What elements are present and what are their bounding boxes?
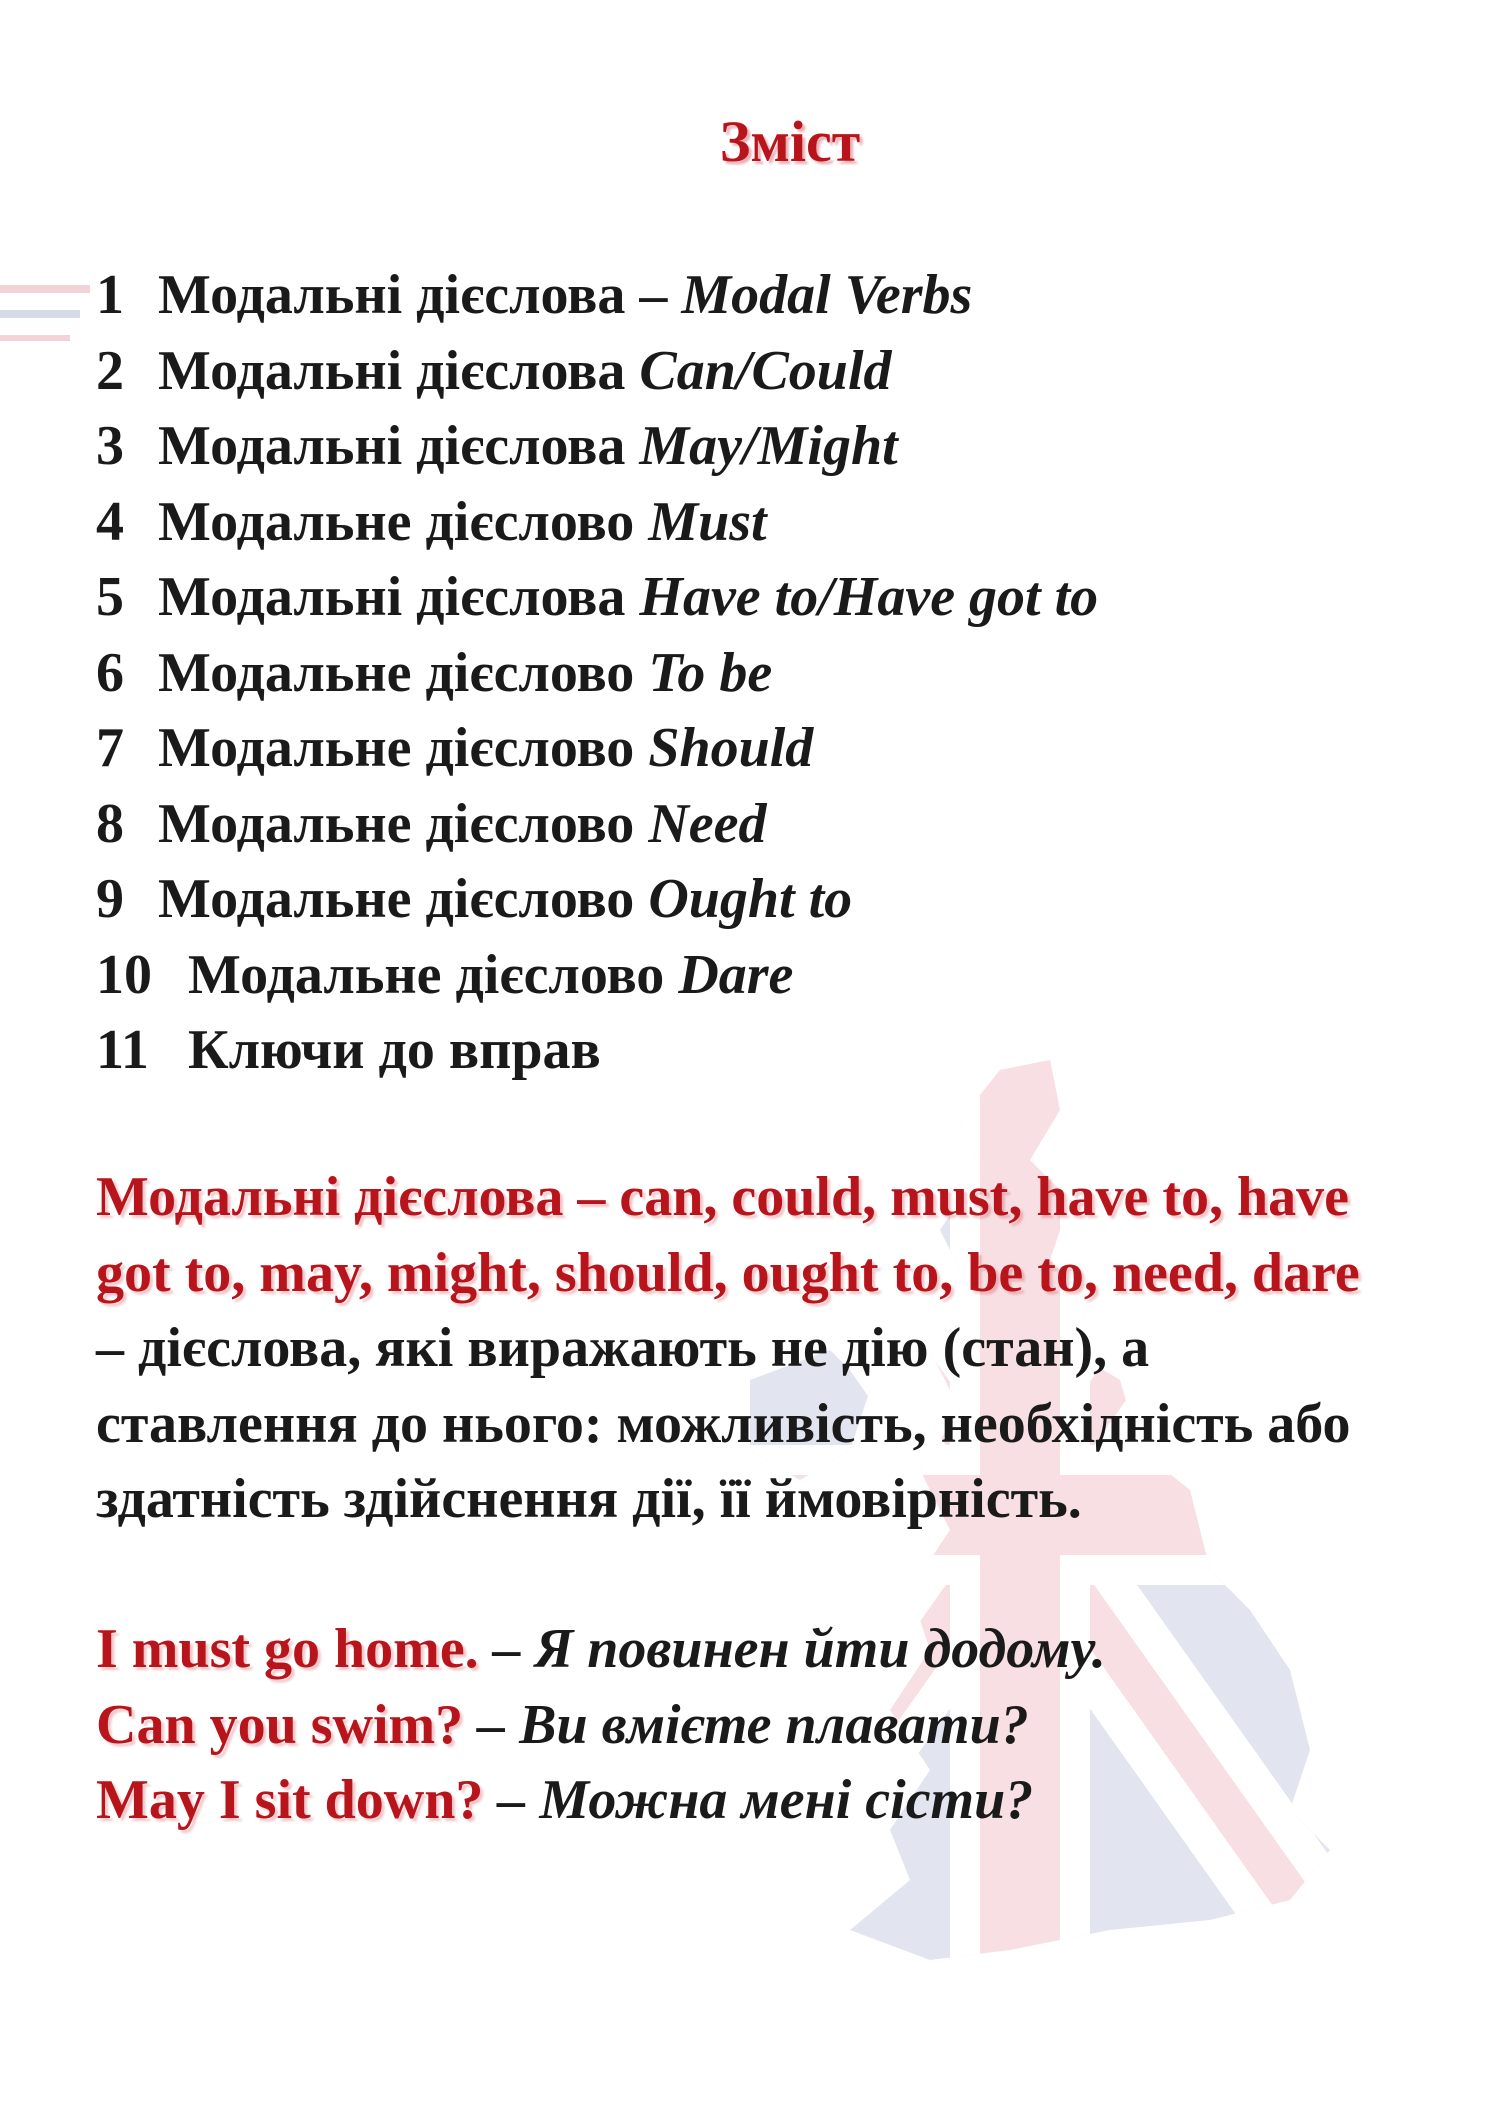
toc-item-number: 5	[96, 566, 124, 628]
toc-item-english: Ought to	[648, 868, 853, 930]
toc-item[interactable]	[96, 787, 1098, 863]
definition-text: – дієслова, які виражають не дію (стан), а ставлення до нього: можливість, необхідність або здатність здійснення дії, її ймовірність.	[96, 1317, 1351, 1530]
toc-item-number: 8	[96, 792, 124, 855]
faded-text-artifact	[0, 265, 95, 355]
example-line	[96, 1763, 1106, 1839]
toc-item-label: Модальне дієслово	[158, 868, 649, 930]
toc-item-english: Can/Could	[639, 339, 892, 402]
examples-list	[96, 1612, 1106, 1839]
toc-item-english: Dare	[678, 943, 794, 1006]
toc-item-number: 6	[96, 641, 124, 704]
example-line	[96, 1688, 1106, 1764]
toc-item-label: Модальне дієслово	[158, 792, 649, 855]
toc-item-label: Модальне дієслово	[188, 943, 679, 1006]
toc-item-number: 3	[96, 415, 124, 477]
toc-item[interactable]	[96, 409, 1098, 485]
toc-item-label: Модальне дієслово	[158, 490, 649, 553]
toc-item-english: Need	[648, 792, 767, 855]
toc-item[interactable]	[96, 334, 1098, 410]
toc-item-number: 1	[96, 264, 124, 326]
toc-item-label: Модальне дієслово	[158, 641, 649, 704]
toc-item-english: To be	[648, 641, 773, 704]
toc-item-number: 4	[96, 490, 124, 553]
toc-item-english: May/Might	[639, 415, 898, 477]
toc-item[interactable]	[96, 560, 1098, 636]
example-translation: – Можна мені сісти?	[483, 1769, 1034, 1831]
toc-item-english: Have to/Have got to	[639, 566, 1099, 628]
toc-item-label: Модальні дієслова	[158, 415, 640, 477]
toc-item[interactable]	[96, 1013, 1098, 1089]
example-line	[96, 1612, 1106, 1688]
toc-item[interactable]	[96, 485, 1098, 561]
toc-item-number: 9	[96, 868, 124, 930]
toc-item-number: 11	[96, 1019, 149, 1081]
toc-item-number: 10	[96, 943, 152, 1006]
toc-item[interactable]	[96, 938, 1098, 1014]
toc-item-number: 2	[96, 339, 124, 402]
toc-item-label: Ключи до вправ	[188, 1019, 601, 1081]
toc-item-label: Модальні дієслова	[158, 566, 640, 628]
example-translation: – Ви вмієте плавати?	[463, 1693, 1029, 1756]
toc-item-number: 7	[96, 717, 124, 779]
toc-item-label: Модальні дієслова –	[158, 264, 682, 326]
toc-item-english: Should	[648, 717, 814, 779]
example-english: I must go home.	[96, 1618, 479, 1680]
toc-item-english: Modal Verbs	[681, 264, 973, 326]
toc-item-english: Must	[648, 490, 767, 553]
example-translation: – Я повинен йти додому.	[478, 1618, 1106, 1680]
toc-item[interactable]	[96, 862, 1098, 938]
toc-item-label: Модальне дієслово	[158, 717, 649, 779]
table-of-contents	[96, 258, 1098, 1089]
page-title: Зміст	[719, 109, 861, 174]
toc-item[interactable]	[96, 258, 1098, 334]
example-english: Can you swim?	[96, 1693, 464, 1756]
example-english: May I sit down?	[96, 1769, 484, 1831]
toc-item[interactable]	[96, 711, 1098, 787]
toc-item[interactable]	[96, 636, 1098, 712]
definition-paragraph	[96, 1160, 1396, 1538]
toc-item-label: Модальні дієслова	[158, 339, 640, 402]
definition-highlight: Модальні дієслова – can, could, must, have to, have got to, may, might, should, ought to, be to, need, dare	[96, 1166, 1360, 1304]
